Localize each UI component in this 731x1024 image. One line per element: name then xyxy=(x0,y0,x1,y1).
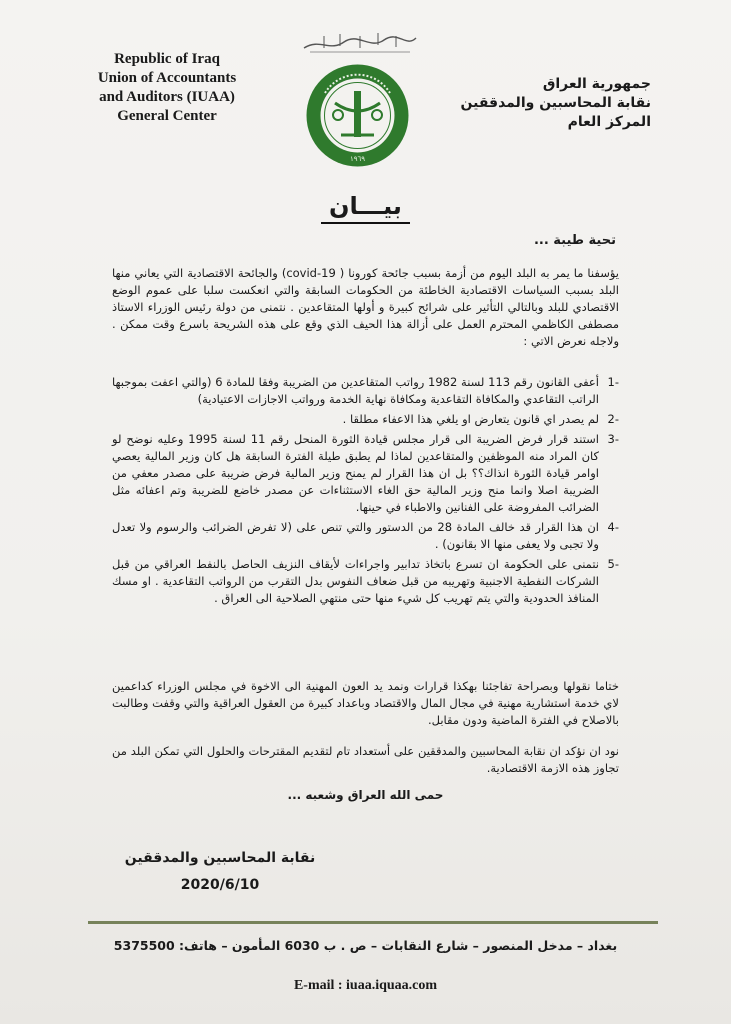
point-number: -4 xyxy=(607,520,619,534)
list-item xyxy=(112,374,619,408)
signature-org: نقابة المحاسبين والمدققين xyxy=(124,850,316,866)
footer-email: E-mail : iuaa.iquaa.com xyxy=(293,978,438,993)
header-ar-line3: المركز العام xyxy=(567,114,651,130)
header-en-line1: Republic of Iraq xyxy=(114,51,220,67)
header-en-line4: General Center xyxy=(117,108,217,124)
header-arabic xyxy=(431,75,651,132)
list-item xyxy=(112,519,619,553)
signature-date: 2020/6/10 xyxy=(180,877,260,893)
final-paragraph: نود ان نؤكد ان نقابة المحاسبين والمدققين على أستعداد تام لتقديم المقترحات والحلول التي تمكن البلد من تجاوز هذه الازمة الاقتصادية. xyxy=(112,744,619,775)
signature-block xyxy=(120,845,320,899)
intro-paragraph: يؤسفنا ما يمر به البلد اليوم من أزمة بسبب جائحة كورونا ( covid-19) والجائحة الاقتصادية التي يعاني منها البلد بسبب السياسات الاقتصادية الخاطئة من الحكومات السابقة والتي انعكست سلبا على عموم الوضع الاقتصادي للبلد وبالتالي التأثير على شرائح كبيرة و أولها المتقاعدين . نتمنى من دولة رئيس الوزراء الاستاذ مصطفى الكاظمي المحترم العمل على أزالة هذا الحيف الذي وقع على هذه الشريحة باسرع وقت ممكن . ولاجله نعرض الاتي : xyxy=(112,266,619,348)
point-number: -2 xyxy=(607,412,619,426)
point-text: أعفى القانون رقم 113 لسنة 1982 رواتب المتقاعدين من الضريبة وفقا للمادة 6 (والتي اعفت بموجبها الراتب التقاعدي والمكافاة التقاعدية ومكافاة نهاية الخدمة ورواتب الاجازات الاعتيادية) xyxy=(112,375,599,406)
footer-divider xyxy=(88,921,658,924)
header-ar-line1: جمهورية العراق xyxy=(542,76,651,92)
point-number: -5 xyxy=(607,557,619,571)
header-english xyxy=(72,50,262,126)
point-text: ان هذا القرار قد خالف المادة 28 من الدستور والتي تنص على (لا تفرض الضرائب والرسوم ولا تعدل ولا تجبى ولا يعفى منها الا بقانون) . xyxy=(112,520,599,551)
point-text: لم يصدر اي قانون يتعارض او يلغي هذا الاعفاء مطلقا . xyxy=(342,412,599,426)
header-en-line2: Union of Accountants xyxy=(97,70,237,86)
footer-address: بغداد – مدخل المنصور – شارع النقابات – ص . ب 6030 المأمون – هاتف: 5375500 xyxy=(113,938,618,953)
point-text: نتمنى على الحكومة ان تسرع باتخاذ تدابير واجراءات لأيقاف النزيف الحاصل بالنفط العراقي من قبل الشركات النفطية الاجنبية وتهريبه من قبل ضعاف النفوس بدل التقرب من الرواتب التقاعدية . او مسك المنافذ الحدودية والتي يتم تهريب كل شيء منها حتى منتهي الصلاحية الى العراق . xyxy=(112,557,599,605)
list-item xyxy=(112,411,619,428)
point-number: -3 xyxy=(607,432,619,446)
header-ar-line2: نقابة المحاسبين والمدققين xyxy=(460,95,651,111)
point-text: استند قرار فرض الضريبة الى قرار مجلس قيادة الثورة المنحل رقم 11 لسنة 1995 وعليه نوضح لو كان المراد منه الموظفين والمتقاعدين لماذا لم يطبق طيلة الفترة السابقة هل كان وزير المالية يعصي اوامر قيادة الثورة انذاك؟؟ بل ان هذا القرار لم يمنح وزير المالية فرض ضريبة على مصدر معفي من الضريبة اصلا وانما منح وزير المالية حق الغاء الاستثناءات عن مصدر خاضع للضريبة وتم اعفائه مثل الضرائب المفروضة على الفنانين والاطباء في حينها. xyxy=(112,432,599,514)
union-emblem-logo xyxy=(305,63,410,168)
point-number: -1 xyxy=(607,375,619,389)
emblem-year: ١٩٦٩ xyxy=(349,155,366,163)
basmala-calligraphy xyxy=(300,30,420,56)
list-item xyxy=(112,431,619,516)
statement-title xyxy=(0,192,731,220)
points-list xyxy=(112,374,619,610)
closing-paragraph: ختاما نقولها وبصراحة تفاجئنا بهكذا قرارات ونمد يد العون المهنية الى الاخوة في مجلس الوزراء كداعمين لاي خدمة استشارية مهنية في مجال المال والاقتصاد وباعداد كبيرة من العقول العراقية والتي وقفت وطالبت بالاصلاح في الفترة الماضية ودون مقابل. xyxy=(112,679,619,727)
greeting: تحية طيبة ... xyxy=(533,233,616,248)
header-en-line3: and Auditors (IUAA) xyxy=(99,89,235,105)
list-item xyxy=(112,556,619,607)
statement-title-text: بيـــان xyxy=(321,192,410,224)
salutation: حمى الله العراق وشعبه ... xyxy=(287,788,444,802)
